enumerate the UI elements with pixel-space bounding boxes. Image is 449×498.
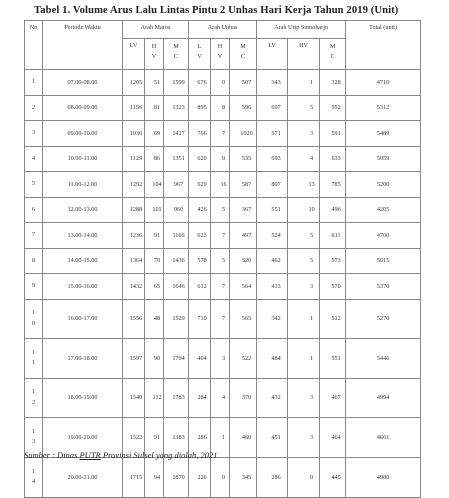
total-cell: 5200 <box>346 172 421 198</box>
unhas-lv-cell: 766 <box>189 121 211 147</box>
maros-lv-cell: 1597 <box>123 339 145 379</box>
row-number-digit: 2 <box>31 103 36 111</box>
unhas-lv-cell: 226 <box>189 457 211 497</box>
urip-lv-cell: 286 <box>257 457 288 497</box>
urip-hv-cell: 3 <box>288 121 320 147</box>
header-unhas-hv-line2: V <box>217 53 223 60</box>
unhas-lv-cell: 284 <box>189 378 211 418</box>
row-number-cell <box>25 378 43 418</box>
header-unhas-lv <box>189 39 211 70</box>
total-cell: 5489 <box>346 121 421 147</box>
maros-mc-cell: 1646 <box>164 274 189 300</box>
urip-lv-cell: 413 <box>257 274 288 300</box>
maros-lv-cell: 1236 <box>123 223 145 249</box>
periode-cell: 14.00-15.00 <box>43 248 123 274</box>
total-cell: 4980 <box>346 457 421 497</box>
maros-hv-cell: 91 <box>145 418 164 458</box>
maros-hv-cell: 94 <box>145 457 164 497</box>
unhas-hv-cell: 4 <box>211 378 230 418</box>
unhas-hv-cell: 7 <box>211 299 230 339</box>
urip-hv-cell: 1 <box>288 70 320 96</box>
maros-hv-cell: 91 <box>145 223 164 249</box>
table-body <box>25 70 421 498</box>
total-cell: 4760 <box>346 223 421 249</box>
row-number-cell <box>25 339 43 379</box>
row-number-digit: 3 <box>31 129 36 136</box>
periode-cell: 17.00-18.00 <box>43 339 123 379</box>
maros-mc-cell: 1427 <box>164 121 189 147</box>
header-urip-hv <box>288 39 320 70</box>
header-arah-urip: Arah Urip Sumoharjo <box>257 21 346 39</box>
maros-hv-cell: 51 <box>145 70 164 96</box>
periode-cell: 12.00-13.00 <box>43 197 123 223</box>
total-cell: 5015 <box>346 248 421 274</box>
urip-lv-cell: 807 <box>257 172 288 198</box>
maros-lv-cell: 1364 <box>123 248 145 274</box>
source-suffix: Provinsi Sulsel yang diolah, 2021 <box>100 450 218 460</box>
source-prefix: Sumber : Dinas <box>24 450 80 460</box>
header-urip-hv-label: HV <box>299 42 309 49</box>
row-number-cell <box>25 70 43 96</box>
urip-lv-cell: 343 <box>257 70 288 96</box>
header-maros-lv-label: LV <box>129 42 138 49</box>
urip-hv-cell: 1 <box>288 339 320 379</box>
maros-lv-cell: 1288 <box>123 197 145 223</box>
urip-mc-cell: 591 <box>320 121 346 147</box>
row-number-digit: 1 <box>31 388 36 396</box>
maros-mc-cell: 1529 <box>164 299 189 339</box>
maros-hv-cell: 104 <box>145 172 164 198</box>
periode-cell: 09.00-10.00 <box>43 121 123 147</box>
urip-mc-cell: 785 <box>320 172 346 198</box>
table-title: Tabel 1. Volume Arus Lalu Lintas Pintu 2 Unhas Hari Kerja Tahun 2019 (Unit) <box>34 5 399 16</box>
urip-hv-cell: 5 <box>288 95 320 121</box>
header-arah-unhas: Arah Unhas <box>189 21 257 39</box>
header-unhas-mc <box>230 39 257 70</box>
unhas-mc-cell: 522 <box>230 339 257 379</box>
table-row <box>25 197 421 223</box>
maros-lv-cell: 1036 <box>123 121 145 147</box>
periode-cell: 20.00-21.00 <box>43 457 123 497</box>
maros-mc-cell: 960 <box>164 197 189 223</box>
header-unhas-hv-line1: H <box>217 43 223 50</box>
table-row <box>25 121 421 147</box>
unhas-hv-cell: 9 <box>211 146 230 172</box>
total-cell: 4710 <box>346 70 421 96</box>
urip-hv-cell: 4 <box>288 146 320 172</box>
periode-cell: 15.00-16.00 <box>43 274 123 300</box>
row-number-digit: 4 <box>31 154 36 162</box>
header-maros-mc-line1: M <box>173 43 179 50</box>
total-cell: 5270 <box>346 299 421 339</box>
header-unhas-hv <box>211 39 230 70</box>
unhas-mc-cell: 596 <box>230 95 257 121</box>
urip-mc-cell: 328 <box>320 70 346 96</box>
total-cell: 4994 <box>346 378 421 418</box>
unhas-lv-cell: 404 <box>189 339 211 379</box>
row-number-cell <box>25 248 43 274</box>
urip-hv-cell: 13 <box>288 172 320 198</box>
header-maros-hv <box>145 39 164 70</box>
header-urip-lv <box>257 39 288 70</box>
unhas-mc-cell: 520 <box>230 248 257 274</box>
header-urip-lv-label: LV <box>268 42 276 49</box>
maros-mc-cell: 1323 <box>164 95 189 121</box>
table-row <box>25 274 421 300</box>
maros-hv-cell: 48 <box>145 299 164 339</box>
row-number-digit: 5 <box>31 180 36 187</box>
unhas-lv-cell: 676 <box>189 70 211 96</box>
urip-lv-cell: 484 <box>257 339 288 379</box>
unhas-mc-cell: 460 <box>230 418 257 458</box>
periode-cell: 19.00-20.00 <box>43 418 123 458</box>
row-number-digit: 6 <box>31 205 36 213</box>
header-urip-mc-line1: M <box>329 43 336 50</box>
unhas-mc-cell: 1020 <box>230 121 257 147</box>
header-unhas-lv-line2: V <box>197 53 202 60</box>
urip-mc-cell: 512 <box>320 299 346 339</box>
unhas-hv-cell: 7 <box>211 223 230 249</box>
row-number-cell <box>25 457 43 497</box>
maros-mc-cell: 1383 <box>164 418 189 458</box>
table-row <box>25 172 421 198</box>
unhas-hv-cell: 5 <box>211 248 230 274</box>
table-row <box>25 95 421 121</box>
periode-cell: 08.00-09.00 <box>43 95 123 121</box>
row-number-digit: 4 <box>31 478 36 485</box>
total-cell: 5312 <box>346 95 421 121</box>
urip-hv-cell: 5 <box>288 248 320 274</box>
urip-lv-cell: 342 <box>257 299 288 339</box>
row-number-cell <box>25 95 43 121</box>
row-number-digit: 1 <box>31 78 36 85</box>
row-number-digit: 9 <box>31 282 36 289</box>
urip-mc-cell: 611 <box>320 223 346 249</box>
urip-lv-cell: 551 <box>257 197 288 223</box>
row-number-cell <box>25 146 43 172</box>
urip-lv-cell: 462 <box>257 248 288 274</box>
urip-lv-cell: 693 <box>257 146 288 172</box>
urip-mc-cell: 551 <box>320 339 346 379</box>
urip-hv-cell: 5 <box>288 223 320 249</box>
header-urip-mc-line2: C <box>330 53 335 60</box>
urip-mc-cell: 573 <box>320 248 346 274</box>
maros-hv-cell: 101 <box>145 197 164 223</box>
table-row <box>25 378 421 418</box>
header-maros-mc-line2: C <box>173 53 179 60</box>
unhas-mc-cell: 564 <box>230 274 257 300</box>
row-number-cell <box>25 197 43 223</box>
maros-lv-cell: 1129 <box>123 146 145 172</box>
header-total: Total (unit) <box>346 21 421 70</box>
urip-mc-cell: 464 <box>320 418 346 458</box>
unhas-lv-cell: 578 <box>189 248 211 274</box>
row-number-digit: 8 <box>31 256 36 264</box>
maros-lv-cell: 1156 <box>123 95 145 121</box>
periode-cell: 13.00-14.00 <box>43 223 123 249</box>
source-agency: PUTR <box>79 450 101 460</box>
periode-cell: 10.00-11.00 <box>43 146 123 172</box>
maros-lv-cell: 1556 <box>123 299 145 339</box>
header-urip-mc <box>320 39 346 70</box>
periode-cell: 18.00-19.00 <box>43 378 123 418</box>
row-number-digit: 1 <box>31 467 36 475</box>
unhas-hv-cell: 7 <box>211 274 230 300</box>
urip-mc-cell: 496 <box>320 197 346 223</box>
maros-hv-cell: 69 <box>145 121 164 147</box>
row-number-digit: 1 <box>31 427 36 435</box>
urip-hv-cell: 3 <box>288 378 320 418</box>
urip-hv-cell: 1 <box>288 299 320 339</box>
urip-lv-cell: 524 <box>257 223 288 249</box>
urip-hv-cell: 10 <box>288 197 320 223</box>
header-maros-lv <box>123 39 145 70</box>
table-row <box>25 299 421 339</box>
header-arah-maros: Arah Maros <box>123 21 189 39</box>
unhas-mc-cell: 497 <box>230 223 257 249</box>
urip-hv-cell: 0 <box>288 457 320 497</box>
periode-cell: 07.00-08.00 <box>43 70 123 96</box>
urip-mc-cell: 552 <box>320 95 346 121</box>
header-unhas-lv-line1: L <box>197 43 202 50</box>
maros-hv-cell: 90 <box>145 339 164 379</box>
header-maros-mc <box>164 39 189 70</box>
urip-hv-cell: 3 <box>288 418 320 458</box>
unhas-lv-cell: 620 <box>189 146 211 172</box>
urip-mc-cell: 633 <box>320 146 346 172</box>
unhas-hv-cell: 3 <box>211 339 230 379</box>
maros-lv-cell: 1715 <box>123 457 145 497</box>
maros-hv-cell: 112 <box>145 378 164 418</box>
unhas-hv-cell: 16 <box>211 172 230 198</box>
row-number-digit: 1 <box>31 359 36 367</box>
unhas-hv-cell: 0 <box>211 457 230 497</box>
unhas-lv-cell: 710 <box>189 299 211 339</box>
table-row <box>25 70 421 96</box>
unhas-hv-cell: 8 <box>211 95 230 121</box>
maros-mc-cell: 1870 <box>164 457 189 497</box>
row-number-cell <box>25 172 43 198</box>
maros-lv-cell: 1540 <box>123 378 145 418</box>
maros-mc-cell: 1794 <box>164 339 189 379</box>
row-number-digit: 7 <box>31 231 36 238</box>
traffic-volume-table <box>24 20 421 498</box>
unhas-hv-cell: 7 <box>211 121 230 147</box>
table-row <box>25 223 421 249</box>
unhas-lv-cell: 426 <box>189 197 211 223</box>
table-row <box>25 146 421 172</box>
unhas-mc-cell: 565 <box>230 299 257 339</box>
maros-mc-cell: 1436 <box>164 248 189 274</box>
header-maros-hv-line1: H <box>151 43 157 50</box>
unhas-hv-cell: 0 <box>211 70 230 96</box>
urip-mc-cell: 570 <box>320 274 346 300</box>
header-maros-hv-line2: V <box>151 53 157 60</box>
unhas-hv-cell: 5 <box>211 197 230 223</box>
row-number-cell <box>25 274 43 300</box>
unhas-lv-cell: 623 <box>189 223 211 249</box>
total-cell: 5446 <box>346 339 421 379</box>
maros-mc-cell: 1599 <box>164 70 189 96</box>
row-number-digit: 1 <box>31 309 36 317</box>
source-note <box>24 450 218 460</box>
maros-lv-cell: 1522 <box>123 418 145 458</box>
urip-hv-cell: 3 <box>288 274 320 300</box>
table-row <box>25 248 421 274</box>
maros-hv-cell: 86 <box>145 146 164 172</box>
urip-lv-cell: 697 <box>257 95 288 121</box>
total-cell: 4661 <box>346 418 421 458</box>
header-no: No <box>25 21 43 70</box>
unhas-lv-cell: 286 <box>189 418 211 458</box>
header-unhas-mc-line2: C <box>240 53 246 60</box>
unhas-mc-cell: 370 <box>230 378 257 418</box>
row-number-digit: 0 <box>31 319 36 327</box>
maros-hv-cell: 65 <box>145 274 164 300</box>
urip-mc-cell: 445 <box>320 457 346 497</box>
maros-mc-cell: 1783 <box>164 378 189 418</box>
unhas-hv-cell: 1 <box>211 418 230 458</box>
row-number-digit: 1 <box>31 348 36 356</box>
urip-lv-cell: 571 <box>257 121 288 147</box>
maros-hv-cell: 70 <box>145 248 164 274</box>
maros-mc-cell: 1166 <box>164 223 189 249</box>
header-unhas-mc-line1: M <box>240 43 246 50</box>
row-number-digit: 3 <box>31 438 36 446</box>
maros-lv-cell: 1292 <box>123 172 145 198</box>
total-cell: 5059 <box>346 146 421 172</box>
row-number-digit: 2 <box>31 398 36 406</box>
maros-mc-cell: 1351 <box>164 146 189 172</box>
row-number-cell <box>25 223 43 249</box>
total-cell: 5370 <box>346 274 421 300</box>
unhas-mc-cell: 345 <box>230 457 257 497</box>
row-number-cell <box>25 121 43 147</box>
unhas-lv-cell: 895 <box>189 95 211 121</box>
unhas-mc-cell: 535 <box>230 146 257 172</box>
maros-mc-cell: 967 <box>164 172 189 198</box>
header-periode: Periode Waktu <box>43 21 123 70</box>
maros-lv-cell: 1205 <box>123 70 145 96</box>
table-row <box>25 457 421 497</box>
unhas-lv-cell: 612 <box>189 274 211 300</box>
table-row <box>25 339 421 379</box>
maros-lv-cell: 1432 <box>123 274 145 300</box>
periode-cell: 16.00-17.00 <box>43 299 123 339</box>
unhas-mc-cell: 367 <box>230 197 257 223</box>
unhas-mc-cell: 507 <box>230 70 257 96</box>
periode-cell: 11.00-12.00 <box>43 172 123 198</box>
unhas-mc-cell: 587 <box>230 172 257 198</box>
urip-mc-cell: 467 <box>320 378 346 418</box>
row-number-cell <box>25 299 43 339</box>
total-cell: 4205 <box>346 197 421 223</box>
maros-hv-cell: 81 <box>145 95 164 121</box>
urip-lv-cell: 432 <box>257 378 288 418</box>
urip-lv-cell: 451 <box>257 418 288 458</box>
unhas-lv-cell: 629 <box>189 172 211 198</box>
